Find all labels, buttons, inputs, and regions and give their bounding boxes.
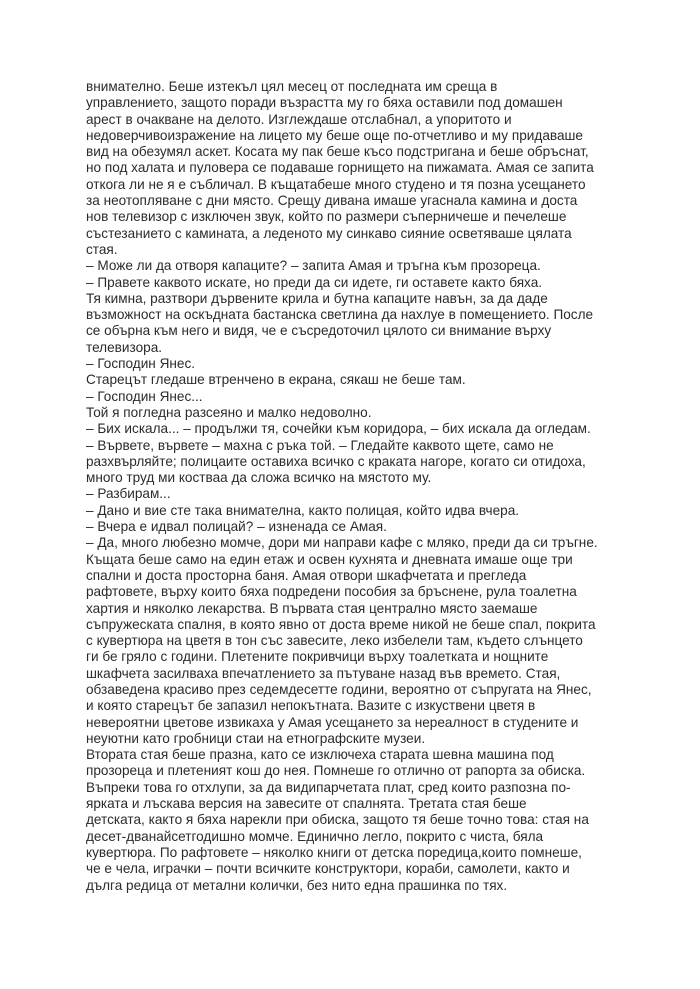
text-line: вид на обезумял аскет. Косата му пак беше късо подстригана и беше обръснат,: [86, 144, 589, 160]
text-line: хартия и няколко лекарства. В първата стая централно място заемаше: [86, 600, 538, 616]
text-line: внимателно. Беше изтекъл цял месец от последната им среща в: [86, 79, 498, 94]
text-line: телевизора.: [86, 339, 163, 355]
text-line: спални и доста просторна баня. Амая отвори шкафчетата и прегледа: [86, 567, 527, 583]
text-line: – Може ли да отворя капаците? – запита Амая и тръгна към прозореца.: [86, 258, 541, 274]
text-line: ярката и лъскава версия на завесите от спалнята. Третата стая беше: [86, 796, 527, 812]
text-line: прозореца и плетеният кош до нея. Помнеше го отлично от рапорта за обиска.: [86, 763, 586, 779]
text-line: се обърна към него и видя, че е съсредоточил цялото си внимание върху: [86, 323, 552, 339]
text-line: откога ли не я е събличал. В къщатабеше много студено и тя позна усещането: [86, 176, 586, 192]
text-line: – Да, много любезно момче, дори ми направи кафе с мляко, преди да си тръгне.: [86, 535, 598, 551]
text-line: кувертюра. По рафтовете – няколко книги от детска поредица,които помнеше,: [86, 844, 582, 860]
text-line: Тя кимна, разтвори дървените крила и бутна капаците навън, за да даде: [86, 290, 548, 306]
text-line: – Дано и вие сте така внимателна, както полицая, който идва вчера.: [86, 502, 520, 518]
text-line: стая.: [86, 241, 118, 257]
text-line: арест в очакване на делото. Изглеждаше отслабнал, а упоритото и: [86, 111, 512, 127]
text-line: съпружеската спалня, в която явно от доста време никой не беше спал, покрита: [86, 616, 596, 632]
text-line: Къщата беше само на един етаж и освен кухнята и дневната имаше още три: [86, 551, 573, 567]
text-line: управлението, защото поради възрастта му го бяха оставили под домашен: [86, 95, 563, 111]
text-line: – Бих искала... – продължи тя, сочейки към коридора, – бих искала да огледам.: [86, 421, 591, 437]
text-line: – Господин Янес...: [86, 388, 203, 404]
text-line: – Вчера е идвал полицай? – изненада се Амая.: [86, 519, 387, 535]
text-line: нов телевизор с изключен звук, който по размери съперничеше и печелеше: [86, 209, 567, 225]
text-line: шкафчета засилваха впечатлението за пътуване назад във времето. Стая,: [86, 665, 561, 681]
text-line: неуютни като гробници стаи на етнографските музеи.: [86, 730, 426, 746]
text-line: – Правете каквото искате, но преди да си идете, ги оставете както бяха.: [86, 274, 543, 290]
text-line: – Разбирам...: [86, 486, 171, 502]
text-line: десет-дванайсетгодишно момче. Единично легло, покрито с чиста, бяла: [86, 828, 544, 844]
text-line: но под халата и пуловера се подаваше горнището на пижамата. Амая се запита: [86, 160, 594, 176]
text-line: много труд ми костваа да сложа всичко на мястото му.: [86, 470, 432, 486]
text-line: невероятни цветове извикаха у Амая усещането за нереалност в студените и: [86, 714, 579, 730]
text-line: рафтовете, върху които бяха подредени пособия за бръснене, рула тоалетна: [86, 584, 577, 600]
text-line: възможност на оскъдната бастанска светлина да нахлуе в помещението. После: [86, 307, 594, 323]
text-line: с кувертюра на цветя в тон със завесите, леко избелели там, където слънцето: [86, 633, 583, 649]
text-line: Той я погледна разсеяно и малко недоволно.: [86, 404, 372, 420]
text-line: дълга редица от метални колички, без нито една прашинка по тях.: [86, 877, 508, 893]
text-line: ги бе гряло с години. Плетените покривчици върху тоалетката и нощните: [86, 649, 549, 665]
text-line: обзаведена красиво през седемдесетте години, вероятно от съпругата на Янес,: [86, 681, 592, 697]
text-line: Въпреки това го отхлупи, за да видипарчетата плат, сред които разпозна по-: [86, 779, 571, 795]
text-line: за неотопляване с дни място. Срещу дивана имаше угаснала камина и доста: [86, 193, 578, 209]
text-line: детската, както я бяха нарекли при обиска, защото тя беше точно това: стая на: [86, 812, 589, 828]
text-line: състезанието с камината, а леденото му синкаво сияние осветяваше цялата: [86, 225, 572, 241]
text-line: и която старецът бе запазил непокътната. Вазите с изкуствени цветя в: [86, 698, 536, 714]
text-line: Старецът гледаше втренчено в екрана, сякаш не беше там.: [86, 372, 466, 388]
text-line: че е чела, играчки – почти всичките конструктори, кораби, самолети, както и: [86, 861, 570, 877]
text-line: – Господин Янес.: [86, 356, 196, 372]
text-line: – Вървете, вървете – махна с ръка той. – Гледайте каквото щете, само не: [86, 437, 554, 453]
body-text: [86, 79, 626, 894]
text-line: Втората стая беше празна, като се изключеха старата шевна машина под: [86, 747, 554, 763]
text-line: разхвърляйте; полицаите оставиха всичко с краката нагоре, когато си отидоха,: [86, 453, 586, 469]
text-line: недоверчивоизражение на лицето му беше още по-отчетливо и му придаваше: [86, 127, 583, 143]
